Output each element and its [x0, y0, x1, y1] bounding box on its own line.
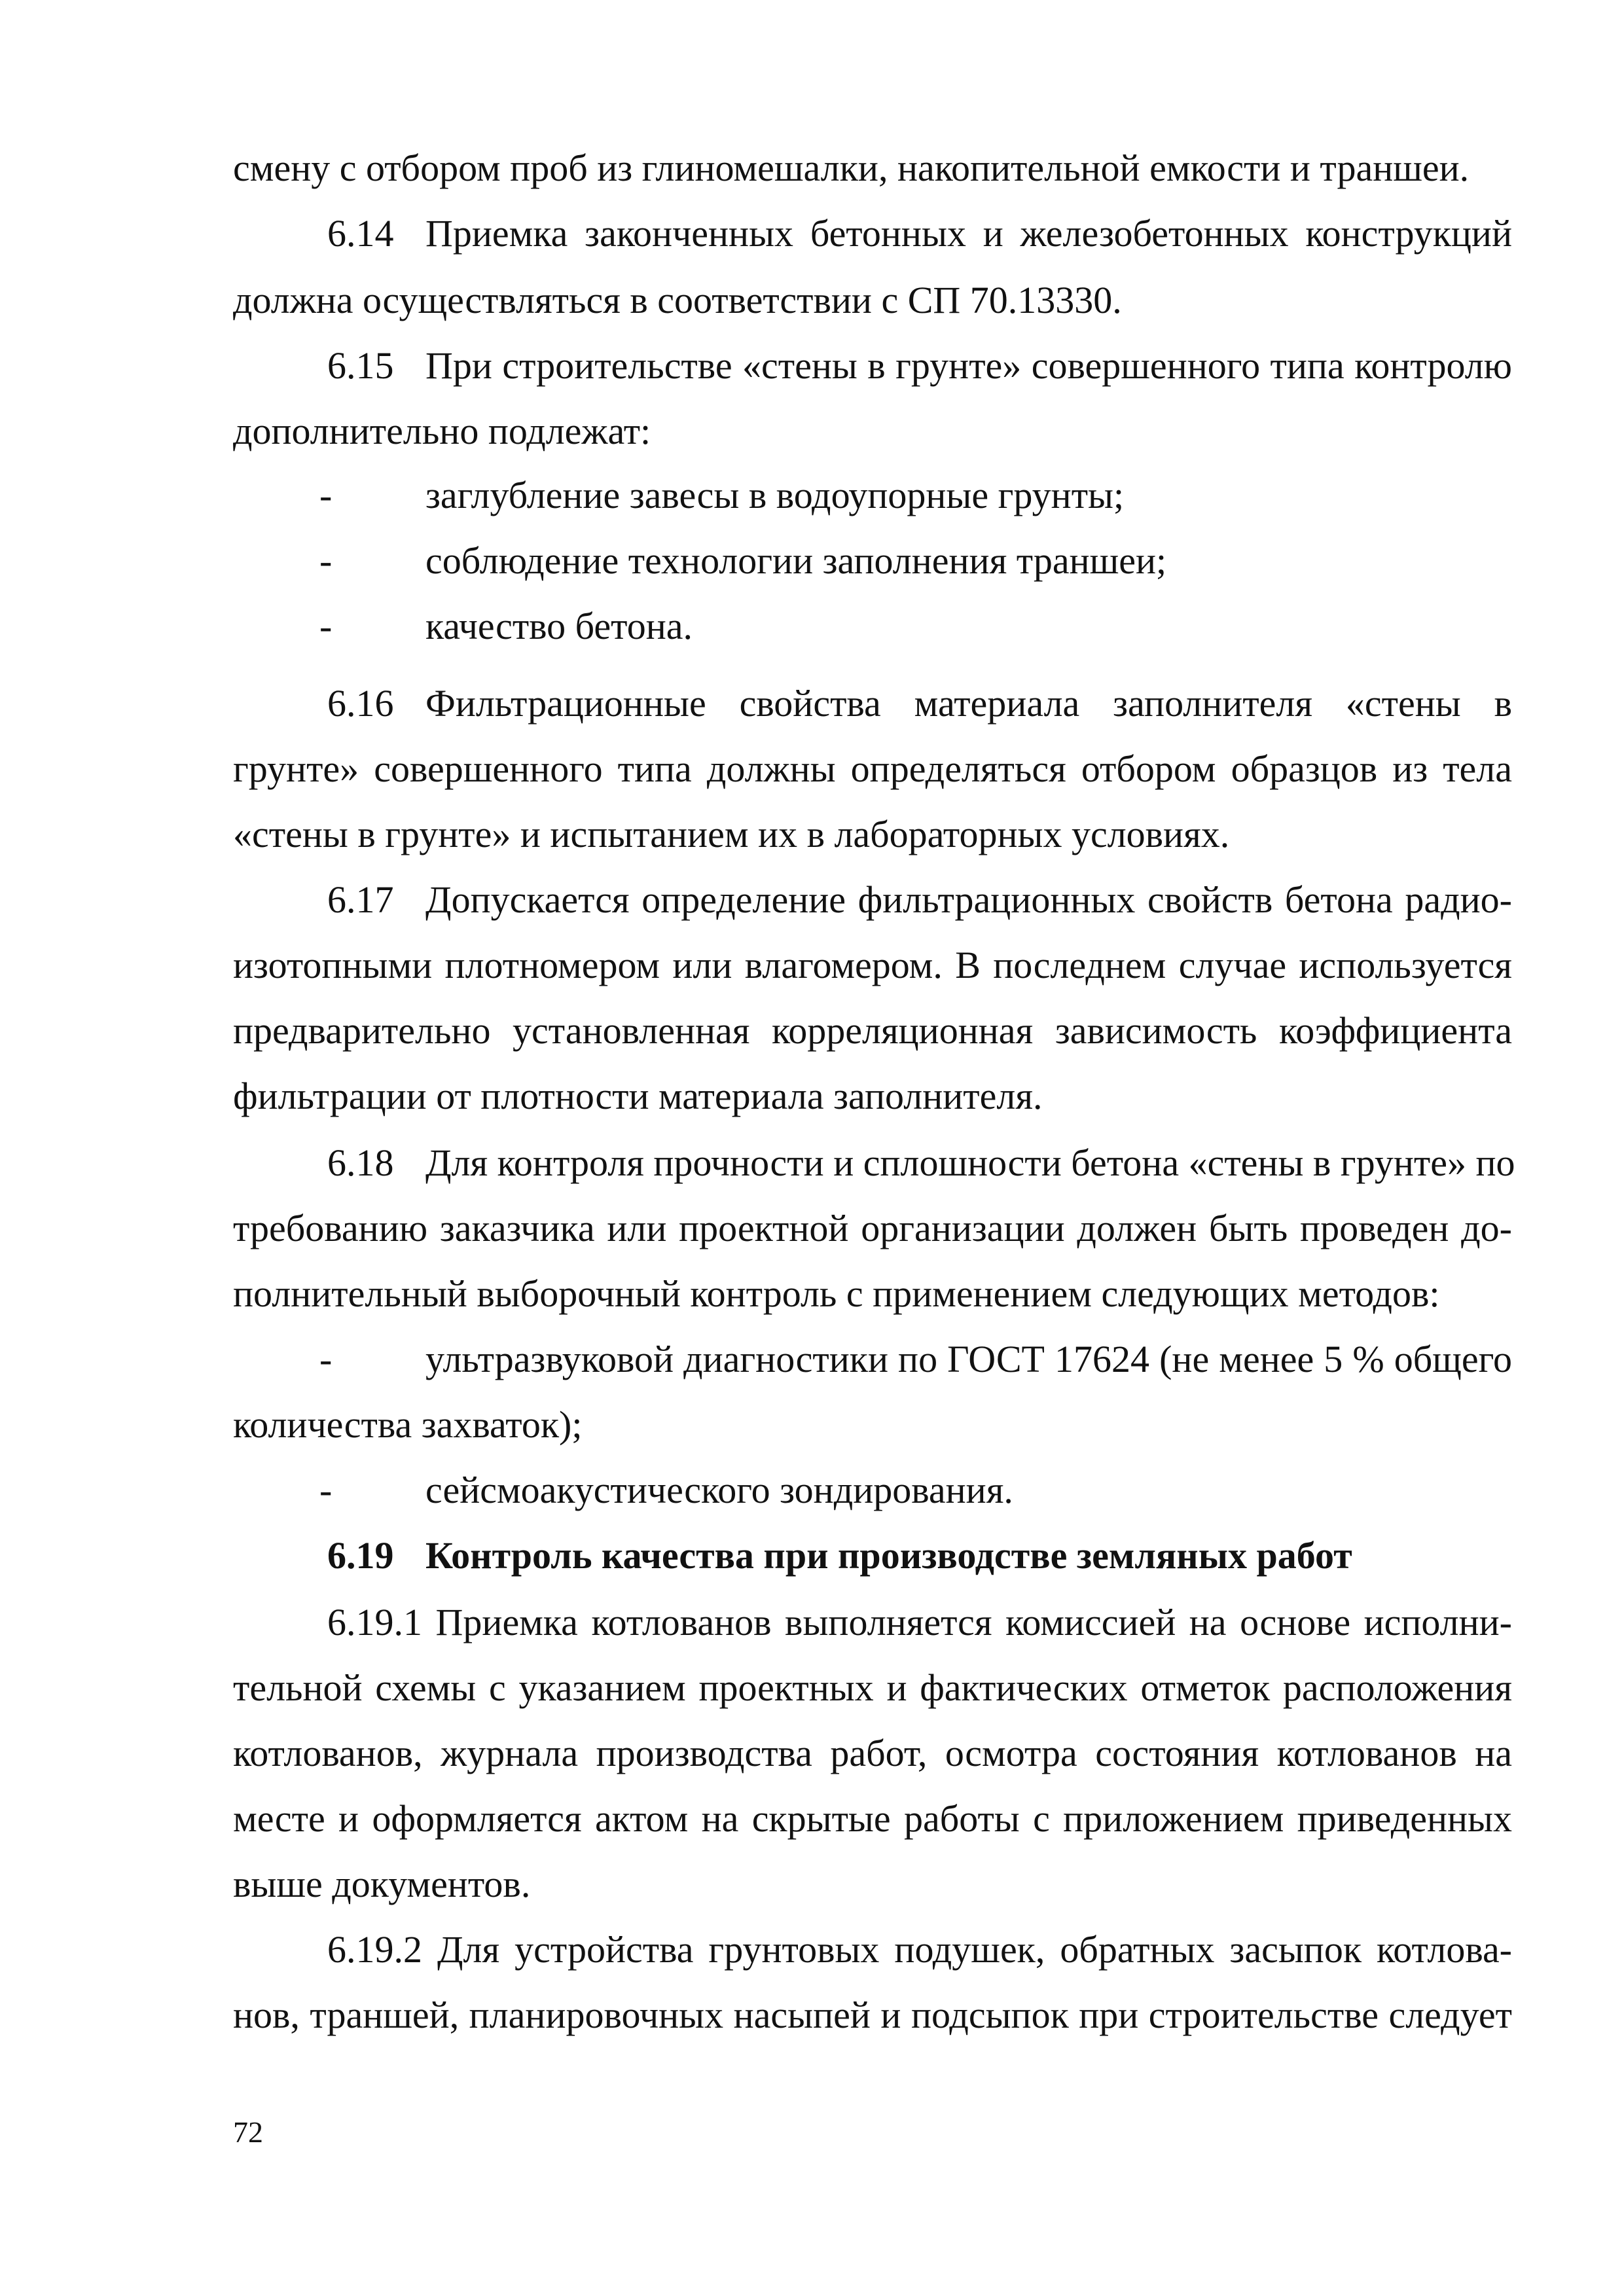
- text-line: месте и оформляется актом на скрытые работы с приложением приведенных: [233, 1797, 1512, 1840]
- text-line: Допускается определение фильтрационных свойств бетона радио-: [425, 878, 1512, 921]
- list-item: сейсмоакустического зондирования.: [425, 1469, 1013, 1511]
- page-number: 72: [233, 2115, 263, 2149]
- list-dash: -: [319, 1469, 333, 1511]
- list-dash: -: [319, 605, 333, 647]
- list-dash: -: [319, 539, 333, 582]
- list-dash: -: [319, 1338, 333, 1380]
- clause-number: 6.15: [327, 344, 394, 387]
- text-line: «стены в грунте» и испытанием их в лабораторных условиях.: [233, 813, 1230, 855]
- text-line: изотопными плотномером или влагомером. В последнем случае используется: [233, 944, 1512, 986]
- list-item: качество бетона.: [425, 605, 693, 647]
- section-number: 6.19: [327, 1534, 394, 1577]
- clause-number: 6.16: [327, 682, 394, 725]
- clause-number: 6.14: [327, 212, 394, 255]
- text-line: тельной схемы с указанием проектных и фактических отметок расположения: [233, 1666, 1512, 1709]
- text-line: полнительный выборочный контроль с применением следующих методов:: [233, 1272, 1440, 1315]
- list-item: соблюдение технологии заполнения траншеи;: [425, 539, 1167, 582]
- paragraph-6-18: [327, 1140, 1515, 1186]
- text-line: смену с отбором проб из глиномешалки, накопительной емкости и траншеи.: [233, 147, 1470, 189]
- text-line: дополнительно подлежат:: [233, 410, 651, 452]
- text-line: Для контроля прочности и сплошности бетона «стены в грунте» по: [425, 1141, 1515, 1184]
- list-dash: -: [319, 474, 333, 516]
- text-line: При строительстве «стены в грунте» совершенного типа контролю: [425, 344, 1512, 387]
- text-line: котлованов, журнала производства работ, осмотра состояния котлованов на: [233, 1732, 1512, 1774]
- text-line: выше документов.: [233, 1863, 531, 1905]
- clause-number: 6.17: [327, 878, 394, 921]
- section-heading-6-19: [327, 1533, 1512, 1579]
- paragraph-6-19-1: 6.19.1 Приемка котлованов выполняется комиссией на основе исполни-: [327, 1601, 1512, 1643]
- paragraph-6-17: [327, 877, 1512, 923]
- clause-number: 6.18: [327, 1141, 394, 1184]
- paragraph-6-16: [327, 681, 1512, 726]
- text-line: нов, траншей, планировочных насыпей и подсыпок при строительстве следует: [233, 1994, 1512, 2036]
- paragraph-6-15: [327, 343, 1512, 389]
- text-line: фильтрации от плотности материала заполнителя.: [233, 1075, 1043, 1117]
- paragraph-6-19-2: 6.19.2 Для устройства грунтовых подушек, обратных засыпок котлова-: [327, 1928, 1512, 1971]
- text-line: грунте» совершенного типа должны определяться отбором образцов из тела: [233, 747, 1512, 790]
- list-item: заглубление завесы в водоупорные грунты;: [425, 474, 1125, 516]
- paragraph-6-14: [327, 211, 1512, 257]
- text-line: должна осуществляться в соответствии с СП 70.13330.: [233, 279, 1122, 321]
- list-item: ультразвуковой диагностики по ГОСТ 17624 (не менее 5 % общего: [425, 1338, 1512, 1380]
- text-line: требованию заказчика или проектной организации должен быть проведен до-: [233, 1207, 1512, 1249]
- text-line: предварительно установленная корреляционная зависимость коэффициента: [233, 1009, 1512, 1052]
- text-line: Приемка законченных бетонных и железобетонных конструкций: [425, 212, 1512, 255]
- section-title: Контроль качества при производстве земляных работ: [425, 1534, 1352, 1577]
- text-line: Фильтрационные свойства материала заполнителя «стены в: [425, 682, 1512, 725]
- text-line: количества захваток);: [233, 1403, 583, 1446]
